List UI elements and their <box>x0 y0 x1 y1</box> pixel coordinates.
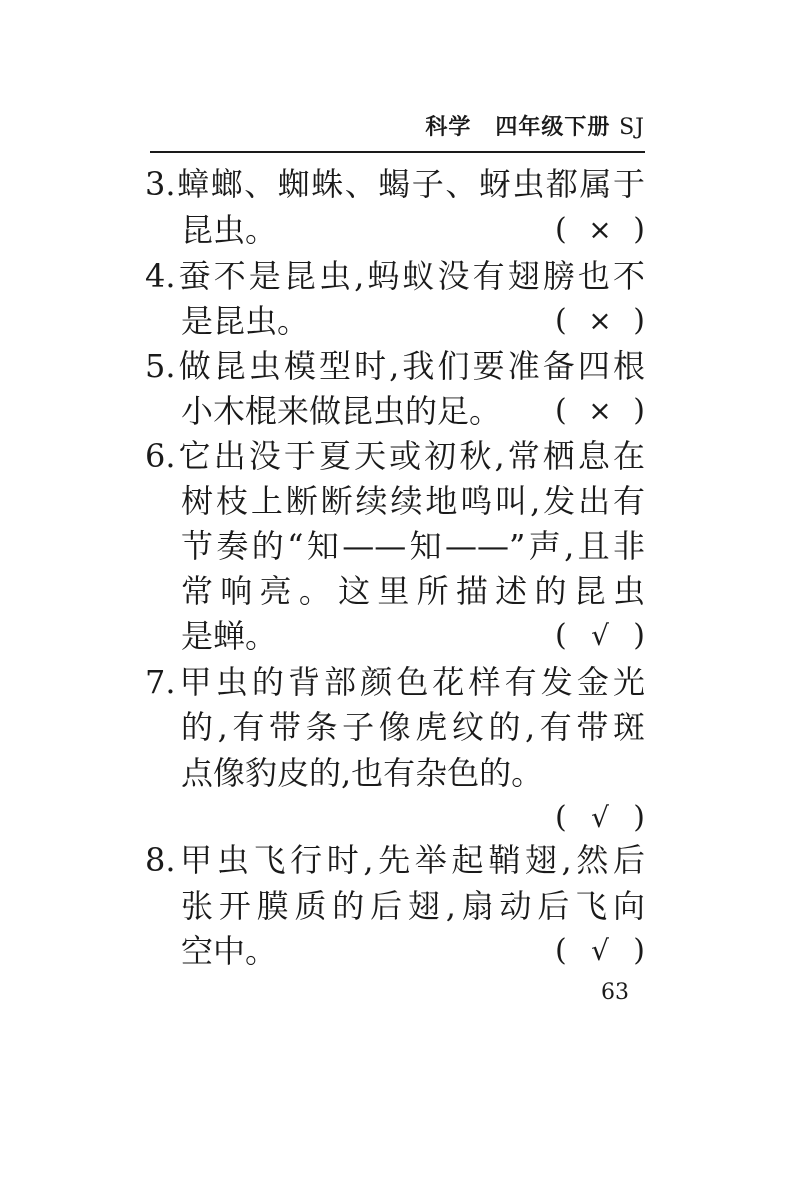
page-header <box>0 110 645 141</box>
answer-mark: × <box>588 304 612 337</box>
item-7-line-2: 的,有带条子像虎纹的,有带斑 <box>181 708 645 746</box>
answer-mark: × <box>588 213 612 246</box>
item-4-line-1: 4.蚕不是昆虫,蚂蚁没有翅膀也不 <box>145 257 645 295</box>
answer-mark: √ <box>591 619 609 652</box>
subject-label: 科学 <box>425 115 472 140</box>
page-number: 63 <box>601 980 629 1005</box>
answer-mark: × <box>588 394 612 427</box>
header-rule <box>150 151 645 153</box>
item-4-answer: ( × ) <box>555 298 645 344</box>
item-7-line-1: 7.甲虫的背部颜色花样有发金光 <box>145 663 645 701</box>
item-6-answer: ( √ ) <box>555 613 645 659</box>
item-7-line-3: 点像豹皮的,也有杂色的。 <box>181 754 544 792</box>
item-3-line-2: 昆虫。 <box>181 211 278 249</box>
item-6-line-4: 常响亮。这里所描述的昆虫 <box>181 572 645 610</box>
item-6-line-2: 树枝上断断续续地鸣叫,发出有 <box>181 482 645 520</box>
edition-label: SJ <box>619 115 645 140</box>
item-8-line-3: 空中。 <box>181 932 278 970</box>
item-7-answer: ( √ ) <box>555 795 645 841</box>
answer-mark: √ <box>591 801 609 834</box>
item-8-line-2: 张开膜质的后翅,扇动后飞向 <box>181 887 645 925</box>
item-6-line-5: 是蝉。 <box>181 617 278 655</box>
item-4-line-2: 是昆虫。 <box>181 302 310 340</box>
item-3-line-1: 3.蟑螂、蜘蛛、蝎子、蚜虫都属于 <box>145 165 645 203</box>
item-3-answer: ( × ) <box>555 207 645 253</box>
item-6-line-1: 6.它出没于夏天或初秋,常栖息在 <box>145 437 645 475</box>
grade-label: 四年级下册 <box>495 115 611 140</box>
item-5-line-1: 5.做昆虫模型时,我们要准备四根 <box>145 347 645 385</box>
item-8-line-1: 8.甲虫飞行时,先举起鞘翅,然后 <box>145 841 645 879</box>
item-5-line-2: 小木棍来做昆虫的足。 <box>181 392 502 430</box>
item-5-answer: ( × ) <box>555 388 645 434</box>
item-8-answer: ( √ ) <box>555 928 645 974</box>
answer-mark: √ <box>591 934 609 967</box>
item-6-line-3: 节奏的“知——知——”声,且非 <box>181 527 645 565</box>
